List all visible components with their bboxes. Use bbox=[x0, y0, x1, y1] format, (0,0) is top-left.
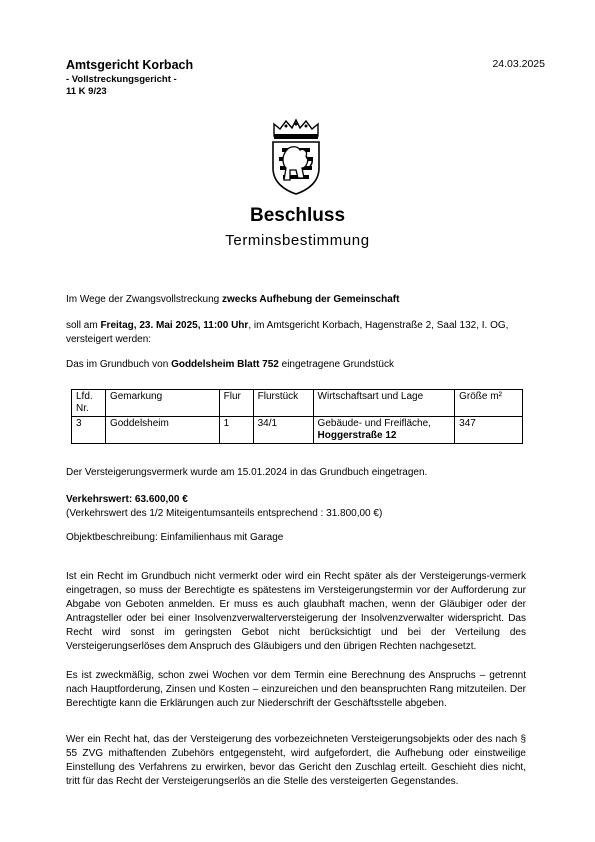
verkehrswert-label: Verkehrswert: 63.600,00 € bbox=[66, 494, 188, 505]
table-header-cell: Flur bbox=[219, 390, 253, 417]
document-title: Beschluss bbox=[249, 205, 346, 226]
vermerk-text: Der Versteigerungsvermerk wurde am 15.01.2024 in das Grundbuch eingetragen. bbox=[66, 467, 428, 478]
table-header-cell: Gemarkung bbox=[105, 390, 219, 417]
document-date: 24.03.2025 bbox=[492, 58, 545, 70]
verkehrswert-block bbox=[66, 493, 526, 521]
table-cell: Goddelsheim bbox=[105, 417, 219, 444]
file-number: 11 K 9/23 bbox=[66, 86, 107, 97]
table-cell: 1 bbox=[219, 417, 253, 444]
property-table bbox=[71, 389, 523, 444]
table-cell: 347 bbox=[455, 417, 523, 444]
table-header-cell: Lfd. Nr. bbox=[72, 390, 106, 417]
court-details bbox=[66, 74, 177, 98]
objekt-beschreibung: Objektbeschreibung: Einfamilienhaus mit Garage bbox=[66, 532, 284, 543]
wirtschaftsart: Gebäude- und Freifläche, bbox=[317, 418, 431, 429]
intro-text: Im Wege der Zwangsvollstreckung zwecks Aufhebung der Gemeinschaft bbox=[66, 294, 400, 305]
table-cell bbox=[313, 417, 455, 444]
court-name: Amtsgericht Korbach bbox=[66, 58, 194, 72]
court-division: - Vollstreckungsgericht - bbox=[66, 74, 177, 85]
hessen-coat-of-arms-icon bbox=[268, 118, 324, 196]
auction-date-text: soll am Freitag, 23. Mai 2025, 11:00 Uhr, im Amtsgericht Korbach, Hagenstraße 2, Saal 132, I. OG, versteigert werden: bbox=[66, 320, 509, 345]
table-header-cell: Flurstück bbox=[253, 390, 313, 417]
table-header-cell: Größe m² bbox=[455, 390, 523, 417]
table-header-cell: Wirtschaftsart und Lage bbox=[313, 390, 455, 417]
property-address: Hoggerstraße 12 bbox=[317, 430, 397, 441]
table-row bbox=[72, 417, 523, 444]
verkehrswert-note: (Verkehrswert des 1/2 Miteigentumsanteils entsprechend : 31.800,00 €) bbox=[66, 508, 383, 519]
table-header-row bbox=[72, 390, 523, 417]
paragraph-berechnung: Es ist zweckmäßig, schon zwei Wochen vor dem Termin eine Berechnung des Anspruchs – getrennt nach Hauptforderung, Zinsen und Kosten – einzureichen und den beanspruchten Rang mitzuteilen. Der Berechtigte kann die Erklärungen auch zur Niederschrift der Geschäftsstelle abgeben. bbox=[66, 670, 526, 709]
table-cell: 34/1 bbox=[253, 417, 313, 444]
document-subtitle: Terminsbestimmung bbox=[225, 232, 370, 249]
paragraph-widerspruch: Wer ein Recht hat, das der Versteigerung des vorbezeichneten Versteigerungsobjekts oder des nach § 55 ZVG mithaftenden Zubehörs entgegensteht, wird aufgefordert, die Aufhebung oder einstweilige Einstellung des Verfahrens zu erwirken, bevor das Gericht den Zuschlag erteilt. Geschieht dies nicht, tritt für das Recht der Versteigerungserlös an die Stelle des versteigerten Gegenstandes. bbox=[66, 734, 526, 787]
table-cell: 3 bbox=[72, 417, 106, 444]
paragraph-anmeldung: Ist ein Recht im Grundbuch nicht vermerkt oder wird ein Recht später als der Versteigerungs-vermerk eingetragen, so muss der Berechtigte es spätestens im Versteigerungstermin vor der Aufforderung zur Abgabe von Geboten anmelden. Er muss es auch glaubhaft machen, wenn der Gläubiger oder der Antragsteller oder bei einer Insolvenzverwalterversteigerung der Insolvenzverwalter widerspricht. Das Recht wird sonst im geringsten Gebot nicht berücksichtigt und bei der Verteilung des Versteigerungserlöses dem Anspruch des Gläubigers und den übrigen Rechten nachgesetzt. bbox=[66, 571, 526, 652]
grundbuch-text: Das im Grundbuch von Goddelsheim Blatt 752 eingetragene Grundstück bbox=[66, 359, 394, 370]
